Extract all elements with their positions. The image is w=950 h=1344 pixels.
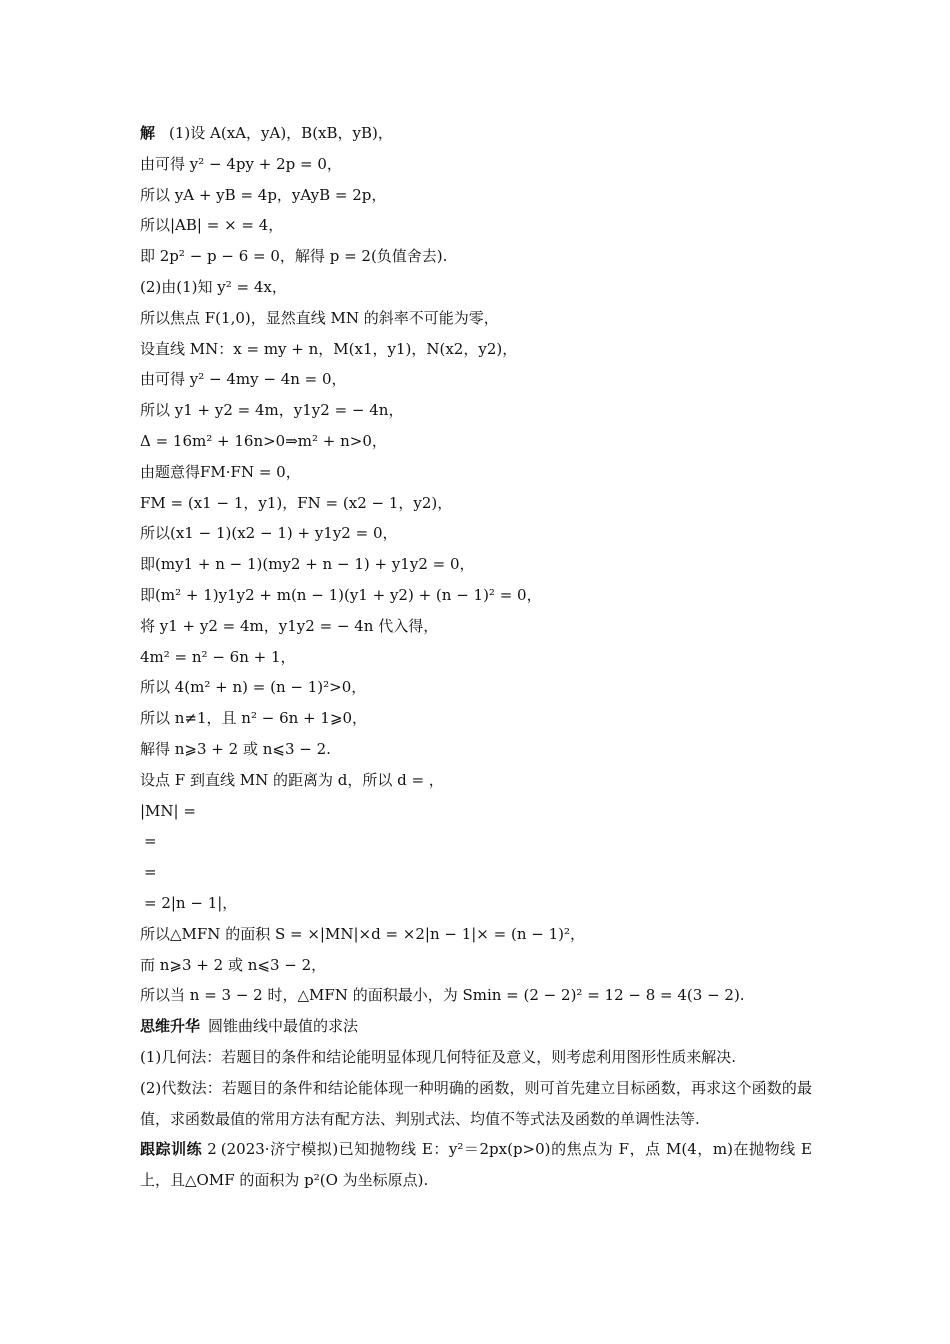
summary-heading [140, 1011, 812, 1042]
solution-line: 设点 F 到直线 MN 的距离为 d，所以 d = ， [140, 770, 444, 789]
document-page [140, 118, 812, 1196]
solution-line: FM = (x1 − 1，y1)，FN = (x2 − 1，y2)， [140, 493, 453, 512]
solution-line: 所以 4(m² + n) = (n − 1)²>0， [140, 678, 367, 697]
solution-line: 所以当 n = 3 − 2 时，△MFN 的面积最小，为 Smin = (2 − 2)² = 12 − 8 = 4(3 − 2). [140, 986, 745, 1005]
solution-line: 将 y1 + y2 = 4m，y1y2 = − 4n 代入得， [140, 616, 439, 635]
solution-line: 即(my1 + n − 1)(my2 + n − 1) + y1y2 = 0， [140, 555, 475, 574]
solution-line: 4m² = n² − 6n + 1， [140, 647, 296, 666]
solution-text: (1)设 A(xA，yA)，B(xB，yB)， [169, 124, 393, 142]
solution-line: 所以焦点 F(1,0)，显然直线 MN 的斜率不可能为零， [140, 308, 499, 327]
summary-item-algebraic: (2)代数法：若题目的条件和结论能体现一种明确的函数，则可首先建立目标函数，再求这个函数的最值，求函数最值的常用方法有配方法、判别式法、均值不等式法及函数的单调性法等. [140, 1078, 812, 1128]
exercise-text: (2023·济宁模拟)已知抛物线 E：y²＝2px(p>0)的焦点为 F，点 M(4，m)在抛物线 E 上，且△OMF 的面积为 p²(O 为坐标原点). [140, 1140, 812, 1190]
exercise-number: 2 [207, 1140, 217, 1159]
solution-line-1 [140, 118, 812, 149]
solution-line: 所以(x1 − 1)(x2 − 1) + y1y2 = 0， [140, 524, 398, 543]
solution-line: 所以△MFN 的面积 S = ×|MN|×d = ×2|n − 1|× = (n − 1)²， [140, 924, 586, 943]
solution-label: 解 [140, 124, 156, 142]
solution-line: 所以 y1 + y2 = 4m，y1y2 = − 4n， [140, 401, 404, 420]
exercise-title: 跟踪训练 [140, 1140, 203, 1159]
solution-line: 设直线 MN：x = my + n，M(x1，y1)，N(x2，y2)， [140, 339, 518, 358]
solution-line: 由可得 y² − 4py + 2p = 0， [140, 154, 342, 173]
summary-subtitle: 圆锥曲线中最值的求法 [208, 1017, 359, 1036]
summary-item-geometric: (1)几何法：若题目的条件和结论能明显体现几何特征及意义，则考虑利用图形性质来解决. [140, 1047, 737, 1066]
solution-line: |MN| = [140, 801, 196, 820]
solution-line: 由题意得FM·FN = 0， [140, 462, 301, 481]
solution-line: Δ = 16m² + 16n>0⇒m² + n>0， [140, 431, 387, 450]
solution-line: 解得 n⩾3 + 2 或 n⩽3 − 2. [140, 739, 331, 758]
solution-line: 而 n⩾3 + 2 或 n⩽3 − 2， [140, 955, 327, 974]
solution-line: = 2|n − 1|， [144, 893, 238, 912]
solution-line: = [144, 832, 157, 851]
exercise-block [140, 1134, 812, 1196]
solution-line: = [144, 863, 157, 882]
solution-line: (2)由(1)知 y² = 4x， [140, 277, 287, 296]
summary-title: 思维升华 [140, 1017, 201, 1036]
solution-line: 即 2p² − p − 6 = 0，解得 p = 2(负值舍去). [140, 247, 448, 266]
solution-line: 即(m² + 1)y1y2 + m(n − 1)(y1 + y2) + (n − 1)² = 0， [140, 585, 542, 604]
solution-line: 所以 yA + yB = 4p，yAyB = 2p， [140, 185, 387, 204]
solution-line: 所以|AB| = × = 4， [140, 216, 284, 235]
solution-line: 所以 n≠1，且 n² − 6n + 1⩾0， [140, 709, 368, 728]
solution-line: 由可得 y² − 4my − 4n = 0， [140, 370, 347, 389]
